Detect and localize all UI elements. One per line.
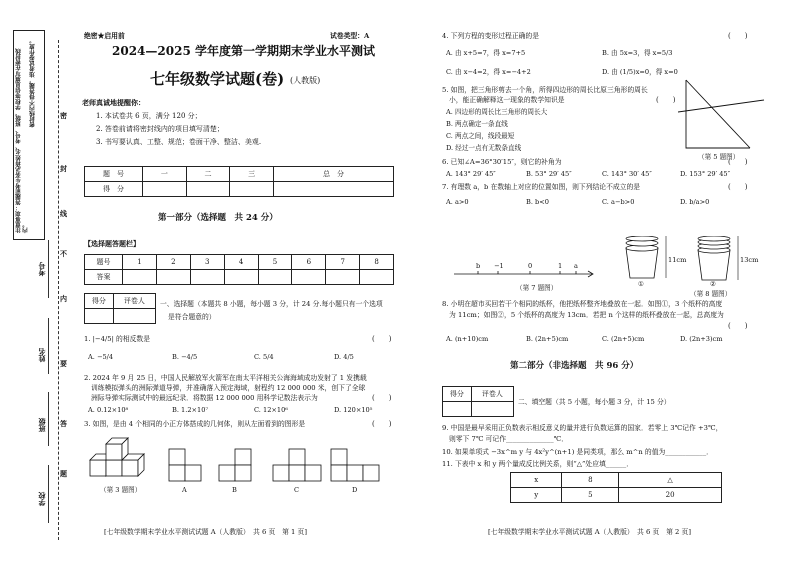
seal-char: 密: [60, 111, 67, 120]
section2-title: 二、填空题（共 5 小题，每小题 3 分，计 15 分）: [518, 398, 671, 406]
q10-text: 10. 如果单项式 −3x^m y 与 4x²y^(n+1) 是同类项，那么 m^n 的值为____________．: [442, 448, 713, 456]
exam-title: 2024—2025 学年度第一学期期末学业水平测试: [112, 44, 375, 58]
q1-text: 1. |−4/5| 的相反数是: [84, 335, 151, 343]
q4-paren[interactable]: ( ): [728, 32, 748, 40]
q7-axis-label: 0: [528, 262, 533, 270]
q5-option[interactable]: C. 两点之间，线段最短: [446, 132, 515, 140]
q11-cell: x: [511, 473, 562, 488]
q2-option[interactable]: B. 1.2×10⁷: [172, 406, 209, 414]
class-line: [48, 392, 49, 446]
part1-heading: 第一部分（选择题 共 24 分）: [158, 213, 278, 223]
q3-option-d-figure[interactable]: [330, 448, 380, 482]
q7-option[interactable]: C. a−b>0: [602, 198, 635, 206]
q5-option[interactable]: B. 两点确定一条直线: [446, 120, 508, 128]
score-input[interactable]: [143, 182, 187, 197]
q8-cup-label: 13cm: [740, 256, 759, 264]
answer-bar-label: 【选择题答题栏】: [84, 239, 140, 248]
q11-cell: y: [511, 488, 562, 503]
q2-line: 洲际导弹实际测试中的最远纪录．将数据 12 000 000 用科学记数法表示为: [91, 394, 318, 402]
notes-item: 2. 答卷前请将密封线内的项目填写清楚；: [96, 125, 224, 133]
q7-figure-caption: （第 7 题图）: [516, 284, 558, 292]
score-table-row: [85, 167, 394, 182]
q2-line: 训练模拟弹头的洲际弹道导弹，并准确落入预定海域，射程约 12 000 000 米，创下了全球: [91, 384, 366, 392]
answer-cell: 题号: [85, 255, 123, 270]
q11-table-row: [511, 488, 722, 503]
notice-text-2: 密封线内不得答题，违者试卷作废。: [30, 38, 36, 128]
seal-char: 不: [60, 249, 67, 258]
answer-cell: 答案: [85, 270, 123, 285]
answer-input[interactable]: [224, 270, 258, 285]
q4-option[interactable]: B. 由 5x=3，得 x=5/3: [602, 49, 673, 57]
paper-type: 试卷类型：A: [330, 32, 370, 40]
footer-page2: [七年级数学期末学业水平测试试题 A（人教版） 共 6 页 第 2 页]: [488, 528, 691, 536]
answer-cell: 3: [190, 255, 224, 270]
q1-option[interactable]: A. −5/4: [88, 353, 114, 361]
q6-option[interactable]: A. 143° 29′ 45″: [446, 170, 496, 178]
q1-paren[interactable]: ( ): [372, 335, 392, 343]
q9-line: 则零下 7℃ 可记作______________℃．: [449, 435, 569, 443]
grader-row: [443, 387, 514, 402]
q7-axis-label: a: [574, 262, 578, 270]
q7-axis-label: 1: [558, 262, 563, 270]
exam-no-label: 考号: [37, 262, 46, 276]
grader-row: [85, 309, 156, 324]
score-cell: 总 分: [273, 167, 393, 182]
score-cell: 三: [230, 167, 274, 182]
q2-option[interactable]: D. 120×10⁵: [334, 406, 373, 414]
q5-option[interactable]: D. 经过一点有无数条直线: [446, 144, 522, 152]
q11-cell: 8: [562, 473, 619, 488]
q1-option[interactable]: B. −4/5: [172, 353, 198, 361]
school-label: 学校: [37, 492, 46, 506]
seal-char: 答: [60, 419, 67, 428]
answer-cell: 4: [224, 255, 258, 270]
footer-page1: [七年级数学期末学业水平测试试题 A（人教版） 共 6 页 第 1 页]: [104, 528, 307, 536]
q11-text: 11. 下表中 x 和 y 两个量成反比例关系，则“△”处应填______．: [442, 460, 633, 468]
answer-input[interactable]: [258, 270, 292, 285]
score-table: [84, 166, 394, 197]
grader-row: [443, 402, 514, 417]
q6-option[interactable]: B. 53° 29′ 45″: [526, 170, 572, 178]
grader-box-2: [442, 386, 514, 417]
grader-score-label: 得分: [443, 387, 472, 402]
answer-cell: 2: [156, 255, 190, 270]
q8-paren[interactable]: ( ): [728, 322, 748, 330]
answer-input[interactable]: [292, 270, 326, 285]
secret-label: 绝密★启用前: [84, 32, 125, 40]
q5-figure-caption: （第 5 题图）: [698, 153, 740, 161]
q3-option-a-figure[interactable]: [168, 448, 202, 482]
q3-option-label: C: [294, 486, 300, 494]
q3-option-label: A: [182, 486, 187, 494]
class-label: 班级: [37, 418, 46, 432]
q11-table: [510, 472, 722, 503]
q11-cell: △: [619, 473, 722, 488]
answer-input[interactable]: [156, 270, 190, 285]
q5-triangle-figure: [678, 78, 768, 152]
answer-cell: 6: [292, 255, 326, 270]
q3-option-label: B: [232, 486, 237, 494]
answer-table: [84, 254, 394, 285]
q8-cup-label: 11cm: [668, 256, 687, 264]
q7-axis-label: b: [476, 262, 481, 270]
q8-line: 8. 小明在超市买回若干个相同的纸杯，他把纸杯整齐地叠放在一起．如图①，3 个纸杯的高度: [442, 300, 723, 308]
grader-box: [84, 293, 156, 324]
answer-cell: 1: [123, 255, 157, 270]
answer-input[interactable]: [360, 270, 394, 285]
q9-line: 9. 中国是最早采用正负数表示相反意义的量并进行负数运算的国家．若零上 3℃记作 +3℃，: [442, 424, 723, 432]
q7-text: 7. 有理数 a，b 在数轴上对应的位置如图，则下列结论不成立的是: [442, 183, 641, 191]
section1-line: 一、选择题（本题共 8 小题，每小题 3 分，计 24 分.每小题只有一个选项: [160, 300, 383, 308]
q8-option[interactable]: A. (n+10)cm: [446, 335, 489, 343]
seal-dashed-line: [58, 40, 59, 540]
notice-text: 注意事项：答题前考生务必将姓名、考号、班级、学校等信息填写在密封线内。: [16, 48, 29, 233]
q7-option[interactable]: A. a>0: [446, 198, 469, 206]
q5-paren[interactable]: ( ): [656, 96, 676, 104]
q6-paren[interactable]: ( ): [728, 158, 748, 166]
q5-line: 小，能正确解释这一现象的数学知识是: [449, 96, 565, 104]
exam-no-line: [48, 240, 49, 298]
q1-option[interactable]: D. 4/5: [334, 353, 354, 361]
q7-paren[interactable]: ( ): [728, 183, 748, 191]
name-line: [48, 318, 49, 374]
q2-option[interactable]: C. 12×10⁶: [254, 406, 288, 414]
q11-table-row: [511, 473, 722, 488]
grader-reviewer-input[interactable]: [471, 402, 513, 417]
part2-heading: 第二部分（非选择题 共 96 分）: [510, 361, 639, 371]
seal-char: 内: [60, 294, 67, 303]
edition-label: (人教版): [290, 76, 321, 85]
q5-option[interactable]: A. 四边形的周长比三角形的周长大: [446, 108, 548, 116]
q4-option[interactable]: D. 由 (1/5)x=0，得 x=0: [602, 68, 678, 76]
section1-line: 是符合题意的）: [168, 313, 216, 321]
notes-item: 1. 本试卷共 6 页，满分 120 分；: [96, 112, 202, 120]
q6-option[interactable]: C. 143° 30′ 45″: [602, 170, 652, 178]
notes-item: 3. 书写要认真、工整、规范；卷面干净、整洁、美观.: [96, 138, 262, 146]
q6-option[interactable]: D. 153° 29′ 45″: [680, 170, 731, 178]
q4-text: 4. 下列方程的变形过程正确的是: [442, 32, 540, 40]
score-cell: 题 号: [85, 167, 143, 182]
q11-cell: 20: [619, 488, 722, 503]
grader-score-input[interactable]: [443, 402, 472, 417]
q3-option-c-figure[interactable]: [272, 448, 322, 482]
q7-option[interactable]: B. b<0: [526, 198, 549, 206]
score-input[interactable]: [273, 182, 393, 197]
q7-option[interactable]: D. b/a>0: [680, 198, 710, 206]
q8-option[interactable]: D. (2n+3)cm: [680, 335, 723, 343]
grader-score-label: 得分: [85, 294, 114, 309]
q8-cup-label: ②: [710, 280, 716, 288]
school-line: [48, 465, 49, 523]
exam-subtitle: 七年级数学试题(卷): [150, 70, 285, 88]
q3-text: 3. 如图，是由 4 个相同的小正方体搭成的几何体，则从左面看到的图形是: [84, 420, 306, 428]
grader-row: [85, 294, 156, 309]
q8-option[interactable]: C. (2n+5)cm: [602, 335, 645, 343]
answer-cell: 8: [360, 255, 394, 270]
q8-figure-caption: （第 8 题图）: [690, 290, 732, 298]
grader-reviewer-label: 评卷人: [113, 294, 155, 309]
q4-option[interactable]: C. 由 x−4=2，得 x=−4+2: [446, 68, 531, 76]
name-label: 姓名: [37, 348, 46, 362]
q2-option[interactable]: A. 0.12×10⁸: [88, 406, 129, 414]
binding-strip: [0, 0, 70, 562]
q3-option-b-figure[interactable]: [218, 448, 252, 482]
answer-input[interactable]: [190, 270, 224, 285]
answer-table-row: [85, 270, 394, 285]
q2-line: 2. 2024 年 9 月 25 日，中国人民解放军火箭军在南太平洋相关公海海域成功发射了 1 发携载: [84, 374, 367, 382]
answer-cell: 7: [326, 255, 360, 270]
notes-head: 老师真诚地提醒你：: [82, 98, 145, 107]
score-input[interactable]: [230, 182, 274, 197]
q8-cup-label: ①: [638, 280, 644, 288]
answer-input[interactable]: [326, 270, 360, 285]
q3-figure-caption: （第 3 题图）: [100, 486, 142, 494]
seal-char: 线: [60, 209, 67, 218]
answer-cell: 5: [258, 255, 292, 270]
q4-option[interactable]: A. 由 x+5=7，得 x=7+5: [446, 49, 526, 57]
q7-axis-label: −1: [494, 262, 504, 270]
q3-solid-figure: [88, 436, 156, 482]
seal-char: 封: [60, 164, 67, 173]
seal-char: 题: [60, 469, 67, 478]
q3-paren[interactable]: ( ): [372, 420, 392, 428]
q6-text: 6. 已知∠A=36°30′15″，则它的补角为: [442, 158, 562, 166]
q11-cell: 5: [562, 488, 619, 503]
score-cell: 得 分: [85, 182, 143, 197]
grader-reviewer-label: 评卷人: [471, 387, 513, 402]
score-table-row: [85, 182, 394, 197]
q2-paren[interactable]: ( ): [372, 394, 392, 402]
answer-table-row: [85, 255, 394, 270]
seal-char: 要: [60, 359, 67, 368]
grader-score-input[interactable]: [85, 309, 114, 324]
answer-input[interactable]: [123, 270, 157, 285]
score-input[interactable]: [186, 182, 230, 197]
grader-reviewer-input[interactable]: [113, 309, 155, 324]
q1-option[interactable]: C. 5/4: [254, 353, 274, 361]
q3-option-label: D: [352, 486, 358, 494]
score-cell: 二: [186, 167, 230, 182]
q8-option[interactable]: B. (2n+5)cm: [526, 335, 569, 343]
q5-line: 5. 如图，把三角形剪去一个角，所得四边形的周长比原三角形的周长: [442, 86, 648, 94]
score-cell: 一: [143, 167, 187, 182]
q8-line: 为 11cm；如图②，5 个纸杯的高度为 13cm．若把 n 个这样的纸杯叠放在一起，总高度为: [449, 311, 724, 319]
